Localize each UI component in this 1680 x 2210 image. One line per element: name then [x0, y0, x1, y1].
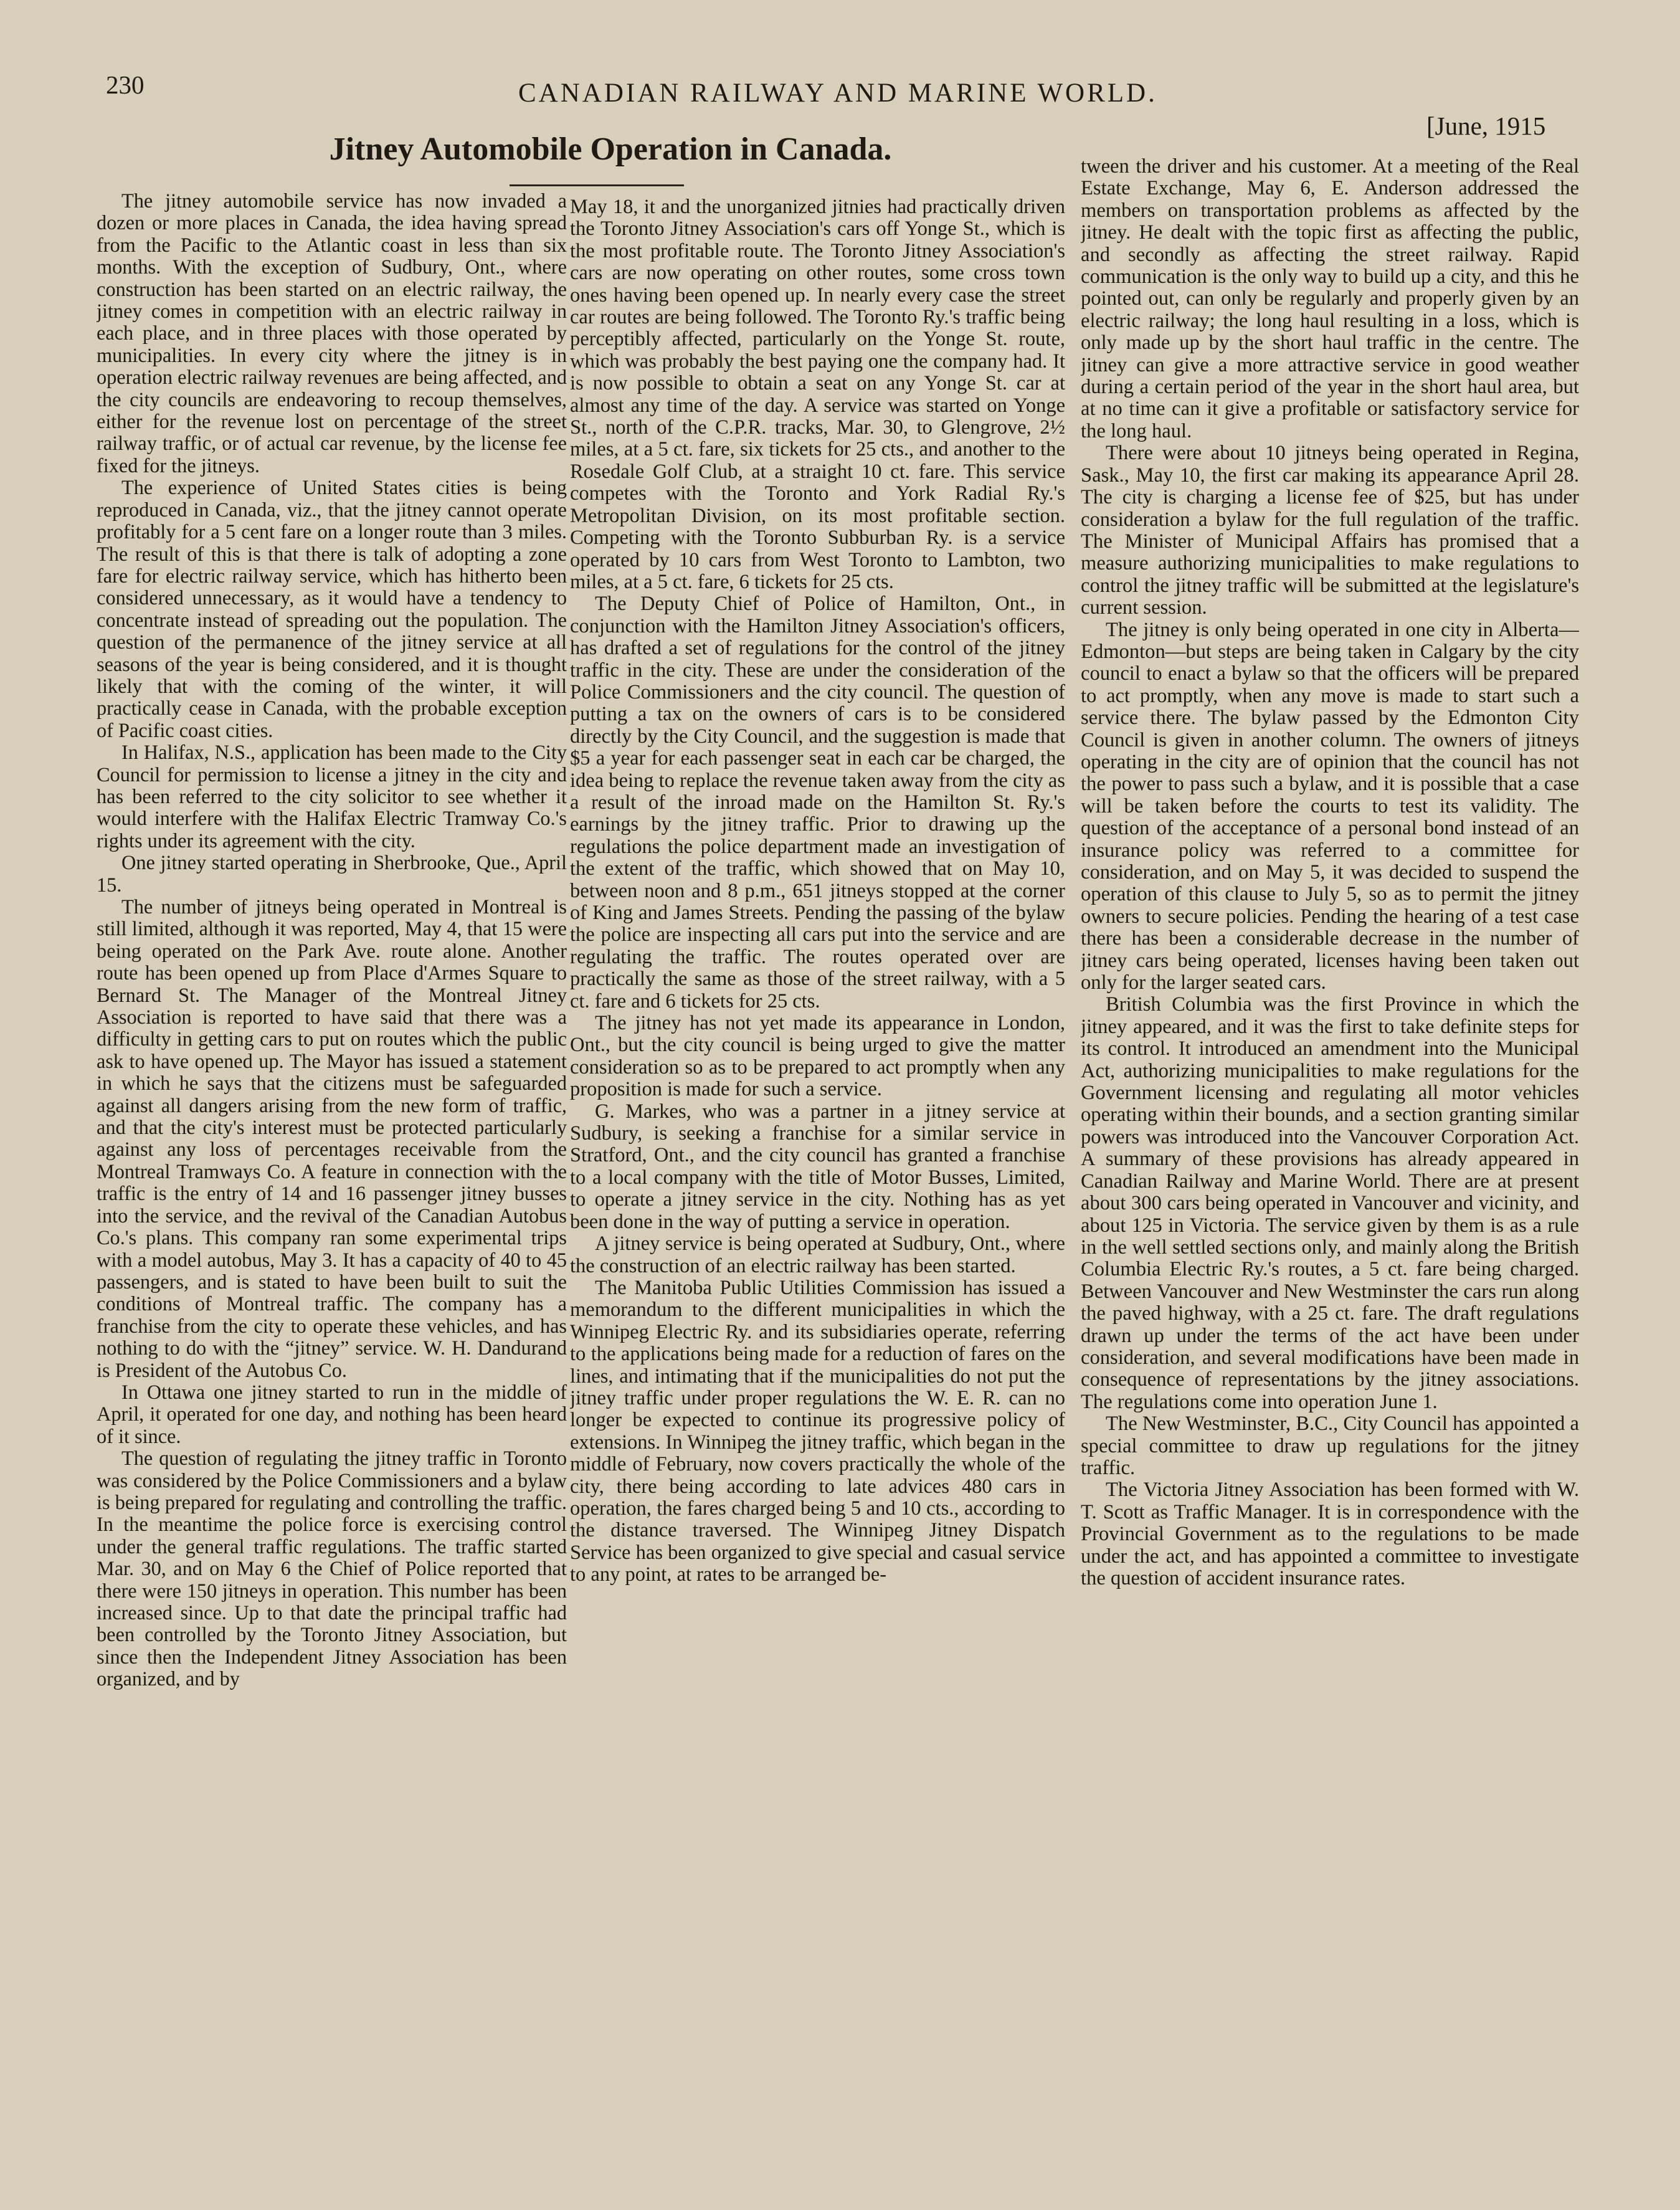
column-3 [1081, 156, 1579, 2087]
column-1 [97, 190, 567, 2059]
paragraph: The New Westminster, B.C., City Council has appointed a special committee to draw up regulations for the jitney traffic. [1081, 1412, 1579, 1479]
paragraph: In Ottawa one jitney started to run in the middle of April, it operated for one day, and nothing has been heard of it since. [97, 1380, 567, 1447]
paragraph: One jitney started operating in Sherbrooke, Que., April 15. [97, 851, 567, 896]
paragraph: The Manitoba Public Utilities Commission has issued a memorandum to the different municipalities in which the Winnipeg Electric Ry. and its subsidiaries operate, referring to the applications being made for a reduction of fares on the lines, and intimating that if the municipalities do not put the jitney traffic under proper regulations the W. E. R. can no longer be expected to continue its progressive policy of extensions. In Winnipeg the jitney traffic, which began in the middle of February, now covers practically the whole of the city, there being according to late advices 480 cars in operation, the fares charged being 5 and 10 cts., according to the distance traversed. The Winnipeg Jitney Dispatch Service has been organized to give special and casual service to any point, at rates to be arranged be- [570, 1276, 1065, 1586]
page-number: 230 [106, 70, 145, 99]
paragraph: The experience of United States cities is being reproduced in Canada, viz., that the jitney cannot operate profitably for a 5 cent fare on a longer route than 3 miles. The result of this is that there is talk of adopting a zone fare for electric railway service, which has hitherto been considered unnecessary, as it would have a tendency to concentrate instead of spreading out the population. The question of the permanence of the jitney service at all seasons of the year is being considered, and it is thought likely that with the coming of the winter, it will practically cease in Canada, with the probable exception of Pacific coast cities. [97, 476, 567, 741]
title-rule [510, 184, 684, 186]
column-2 [570, 196, 1065, 2075]
paragraph: The jitney automobile service has now invaded a dozen or more places in Canada, the idea having spread from the Pacific to the Atlantic coast in less than six months. With the exception of Sudbury, Ont., where construction has been started on an electric railway, the jitney comes in competition with an electric railway in each place, and in three places with those operated by municipalities. In every city where the jitney is in operation electric railway revenues are being affected, and the city councils are endeavoring to recoup themselves, either for the revenue lost on percentage of the street railway traffic, or of actual car revenue, by the license fee fixed for the jitneys. [97, 190, 567, 477]
paragraph: G. Markes, who was a partner in a jitney service at Sudbury, is seeking a franchise for a similar service in Stratford, Ont., and the city council has granted a franchise to a local company with the title of Motor Busses, Limited, to operate a jitney service in the city. Nothing has as yet been done in the way of putting a service in operation. [570, 1100, 1065, 1233]
paragraph: There were about 10 jitneys being operated in Regina, Sask., May 10, the first car making its appearance April 28. The city is charging a license fee of $25, but has under consideration a bylaw for the full regulation of the traffic. The Minister of Municipal Affairs has promised that a measure authorizing municipalities to make regulations to control the jitney traffic will be submitted at the legislature's current session. [1081, 442, 1579, 619]
paragraph: May 18, it and the unorganized jitnies had practically driven the Toronto Jitney Association's cars off Yonge St., which is the most profitable route. The Toronto Jitney Association's cars are now operating on other routes, some cross town ones having been opened up. In nearly every case the street car routes are being followed. The Toronto Ry.'s traffic being perceptibly affected, particularly on the Yonge St. route, which was probably the best paying one the company had. It is now possible to obtain a seat on any Yonge St. car at almost any time of the day. A service was started on Yonge St., north of the C.P.R. tracks, Mar. 30, to Glengrove, 2½ miles, at a 5 ct. fare, six tickets for 25 cts., and another to the Rosedale Golf Club, at a straight 10 ct. fare. This service competes with the Toronto and York Radial Ry.'s Metropolitan Division, on its most profitable section. Competing with the Toronto Subburban Ry. is a service operated by 10 cars from West Toronto to Lambton, two miles, at a 5 ct. fare, 6 tickets for 25 cts. [570, 196, 1065, 593]
paragraph: In Halifax, N.S., application has been made to the City Council for permission to license a jitney in the city and has been referred to the city solicitor to see whether it would interfere with the Halifax Electric Tramway Co.'s rights under its agreement with the city. [97, 741, 567, 852]
paragraph: The Deputy Chief of Police of Hamilton, Ont., in conjunction with the Hamilton Jitney Association's officers, has drafted a set of regulations for the control of the jitney traffic in the city. These are under the consideration of the Police Commissioners and the city council. The question of putting a tax on the owners of cars is to be considered directly by the City Council, and the suggestion is made that $5 a year for each passenger seat in each car be charged, the idea being to replace the revenue taken away from the city as a result of the inroad made on the Hamilton St. Ry.'s earnings by the jitney traffic. Prior to drawing up the regulations the police department made an investigation of the extent of the traffic, which showed that on May 10, between noon and 8 p.m., 651 jitneys stopped at the corner of King and James Streets. Pending the passing of the bylaw the police are inspecting all cars put into the service and are regulating the traffic. The routes operated over are practically the same as those of the street railway, with a 5 ct. fare and 6 tickets for 25 cts. [570, 593, 1065, 1012]
paragraph: The jitney is only being operated in one city in Alberta—Edmonton—but steps are being taken in Calgary by the city council to enact a bylaw so that the officers will be prepared to act promptly, when any move is made to start such a service there. The bylaw passed by the Edmonton City Council is given in another column. The owners of jitneys operating in the city are of opinion that the council has not the power to pass such a bylaw, and it is possible that a case will be taken before the courts to test its validity. The question of the acceptance of a personal bond instead of an insurance policy was referred to a committee for consideration, and on May 5, it was decided to suspend the operation of this clause to July 5, so as to permit the jitney owners to secure policies. Pending the hearing of a test case there has been a considerable decrease in the number of jitney cars being operated, licenses having been taken out only for the larger seated cars. [1081, 618, 1579, 994]
issue-date: [June, 1915 [1426, 112, 1546, 140]
paragraph: tween the driver and his customer. At a meeting of the Real Estate Exchange, May 6, E. Anderson addressed the members on transportation problems as affected by the jitney. He dealt with the topic first as affecting the public, and secondly as affecting the street railway. Rapid communication is the only way to build up a city, and this he pointed out, can only be regularly and properly given by an electric railway; the long haul resulting in a loss, which is only made up by the short haul traffic in the centre. The jitney can give a more attractive service in good weather during a certain period of the year in the short haul area, but at no time can it give a profitable or satisfactory service for the long haul. [1081, 156, 1579, 442]
paragraph: British Columbia was the first Province in which the jitney appeared, and it was the first to take definite steps for its control. It introduced an amendment into the Municipal Act, authorizing municipalities to make regulations for the Government licensing and regulating all motor vehicles operating within their bounds, and a section granting similar powers was introduced into the Vancouver Corporation Act. A summary of these provisions has already appeared in Canadian Railway and Marine World. There are at present about 300 cars being operated in Vancouver and vicinity, and about 125 in Victoria. The service given by them is as a rule in the well settled sections only, and mainly along the British Columbia Electric Ry.'s routes, a 5 ct. fare being charged. Between Vancouver and New Westminster the cars run along the paved highway, with a 25 ct. fare. The draft regulations drawn up under the terms of the act have been under consideration, and several modifications have been made in consequence of representations by the jitney associations. The regulations come into operation June 1. [1081, 993, 1579, 1413]
article-title: Jitney Automobile Operation in Canada. [329, 131, 892, 167]
paragraph: The jitney has not yet made its appearance in London, Ont., but the city council is being urged to give the matter consideration so as to be prepared to act promptly when any proposition is made for such a service. [570, 1012, 1065, 1101]
paragraph: The number of jitneys being operated in Montreal is still limited, although it was reported, May 4, that 15 were being operated on the Park Ave. route alone. Another route has been opened up from Place d'Armes Square to Bernard St. The Manager of the Montreal Jitney Association is reported to have said that there was a difficulty in getting cars to put on routes which the public ask to have opened up. The Mayor has issued a statement in which he says that the citizens must be safeguarded against all dangers arising from the new form of traffic, and that the city's interest must be protected particularly against any loss of percentages receivable from the Montreal Tramways Co. A feature in connection with the traffic is the entry of 14 and 16 passenger jitney busses into the service, and the revival of the Canadian Autobus Co.'s plans. This company ran some experimental trips with a model autobus, May 3. It has a capacity of 40 to 45 passengers, and is stated to have been built to suit the conditions of Montreal traffic. The company has a franchise from the city to operate these vehicles, and has nothing to do with the “jitney” service. W. H. Dandurand is President of the Autobus Co. [97, 895, 567, 1381]
paragraph: A jitney service is being operated at Sudbury, Ont., where the construction of an electric railway has been started. [570, 1232, 1065, 1277]
paragraph: The question of regulating the jitney traffic in Toronto was considered by the Police Commissioners and a bylaw is being prepared for regulating and controlling the traffic. In the meantime the police force is exercising control under the general traffic regulations. The traffic started Mar. 30, and on May 6 the Chief of Police reported that there were 150 jitneys in operation. This number has been increased since. Up to that date the principal traffic had been controlled by the Toronto Jitney Association, but since then the Independent Jitney Association has been organized, and by [97, 1447, 567, 1690]
running-head: CANADIAN RAILWAY AND MARINE WORLD. [518, 79, 1157, 108]
paragraph: The Victoria Jitney Association has been formed with W. T. Scott as Traffic Manager. It is in correspondence with the Provincial Government as to the regulations to be made under the act, and has appointed a committee to investigate the question of accident insurance rates. [1081, 1479, 1579, 1589]
